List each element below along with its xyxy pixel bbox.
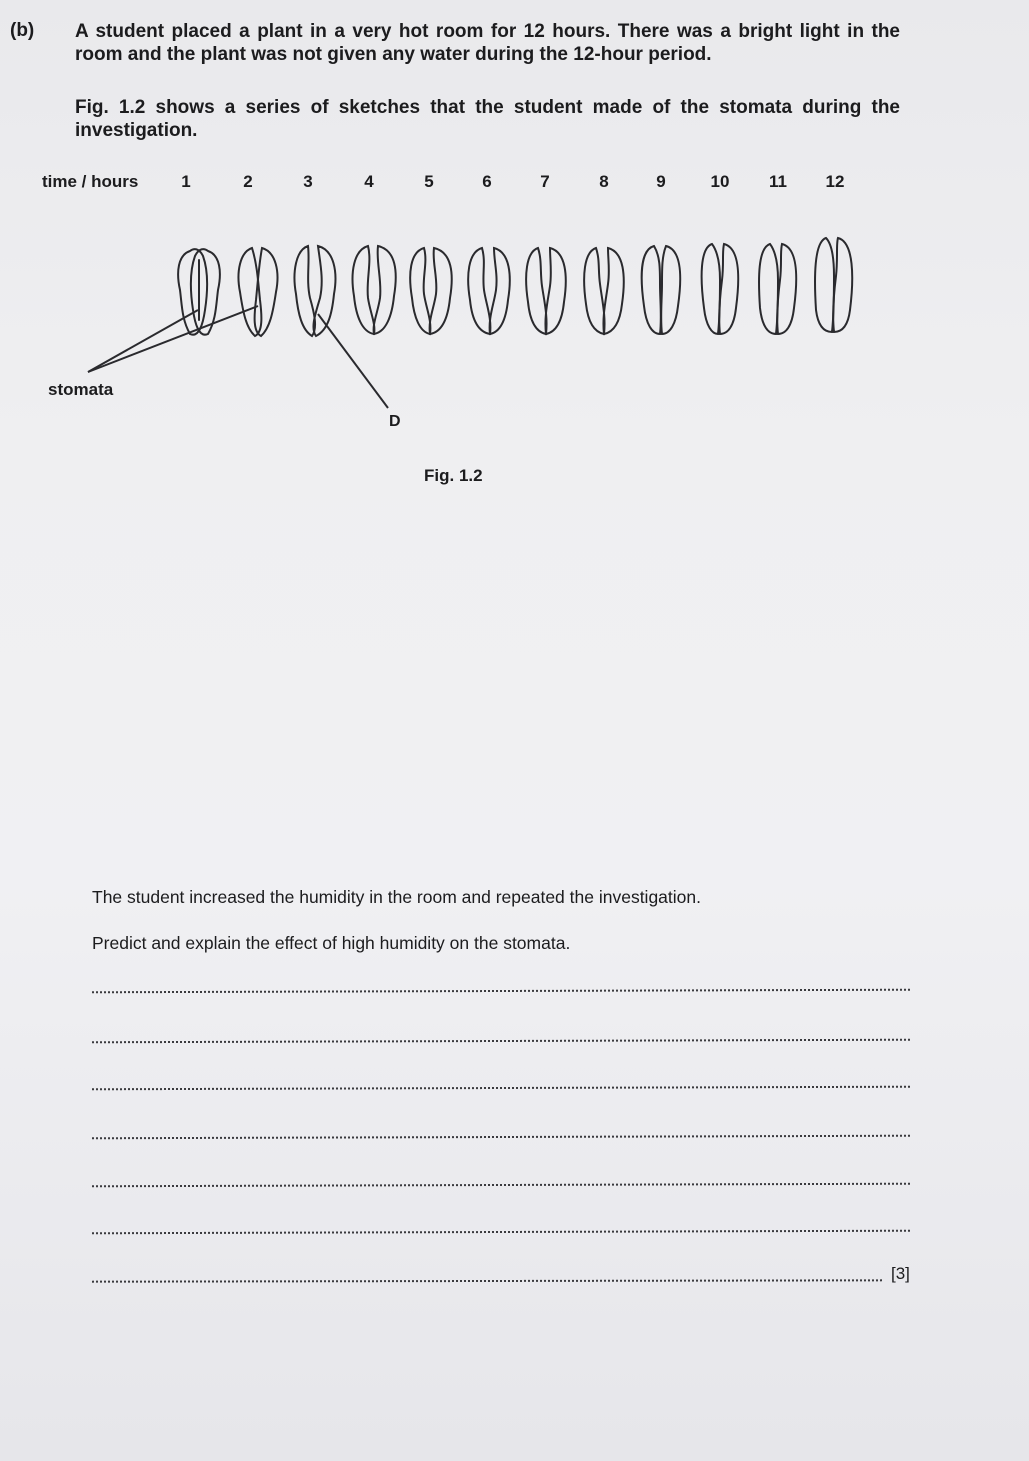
stoma-sketch-12 bbox=[815, 238, 852, 332]
answer-line[interactable] bbox=[92, 1086, 910, 1091]
stoma-sketch-5 bbox=[410, 248, 452, 334]
stomata-sketches bbox=[0, 220, 1029, 420]
figure-intro: Fig. 1.2 shows a series of sketches that the student made of the stomata during the investigation. bbox=[75, 97, 900, 141]
answer-line[interactable] bbox=[92, 1039, 910, 1044]
stoma-sketch-3 bbox=[295, 246, 336, 336]
stoma-sketch-6 bbox=[468, 248, 510, 334]
answer-line[interactable] bbox=[92, 1230, 910, 1235]
time-tick: 5 bbox=[424, 172, 434, 191]
time-tick: 2 bbox=[243, 172, 253, 191]
stoma-sketch-8 bbox=[584, 248, 624, 334]
time-tick: 12 bbox=[825, 172, 845, 191]
time-axis bbox=[42, 172, 862, 196]
question-intro: A student placed a plant in a very hot room for 12 hours. There was a bright light in the room and the plant was not given any water during the 12-hour period. bbox=[75, 21, 900, 65]
pointer-label-d: D bbox=[389, 413, 401, 430]
stoma-sketch-2 bbox=[239, 248, 278, 336]
question-prompt: Predict and explain the effect of high humidity on the stomata. bbox=[92, 933, 571, 953]
stomata-label-lines bbox=[88, 306, 388, 408]
time-tick: 11 bbox=[769, 172, 787, 191]
stoma-sketch-4 bbox=[353, 246, 396, 334]
time-tick: 6 bbox=[482, 172, 492, 191]
time-tick: 1 bbox=[181, 172, 191, 191]
answer-line[interactable] bbox=[92, 1279, 882, 1282]
answer-line[interactable] bbox=[92, 989, 910, 994]
time-tick: 7 bbox=[540, 172, 550, 191]
time-tick: 10 bbox=[710, 172, 730, 191]
answer-line[interactable] bbox=[92, 1183, 910, 1188]
stoma-sketch-10 bbox=[702, 244, 739, 334]
stoma-sketch-11 bbox=[759, 244, 796, 334]
time-axis-label: time / hours bbox=[42, 172, 139, 191]
time-tick: 3 bbox=[303, 172, 313, 191]
question-part-label: (b) bbox=[10, 20, 35, 41]
stoma-sketch-1 bbox=[178, 249, 220, 335]
figure-caption: Fig. 1.2 bbox=[424, 466, 483, 485]
time-tick: 4 bbox=[364, 172, 374, 191]
stoma-sketch-7 bbox=[526, 248, 566, 334]
stomata-label: stomata bbox=[48, 380, 114, 399]
time-tick: 8 bbox=[599, 172, 609, 191]
answer-line[interactable] bbox=[92, 1135, 910, 1140]
time-tick: 9 bbox=[656, 172, 666, 191]
followup-text: The student increased the humidity in the room and repeated the investigation. bbox=[92, 887, 701, 907]
marks-allocation: [3] bbox=[891, 1264, 910, 1283]
stoma-sketch-9 bbox=[642, 246, 681, 334]
